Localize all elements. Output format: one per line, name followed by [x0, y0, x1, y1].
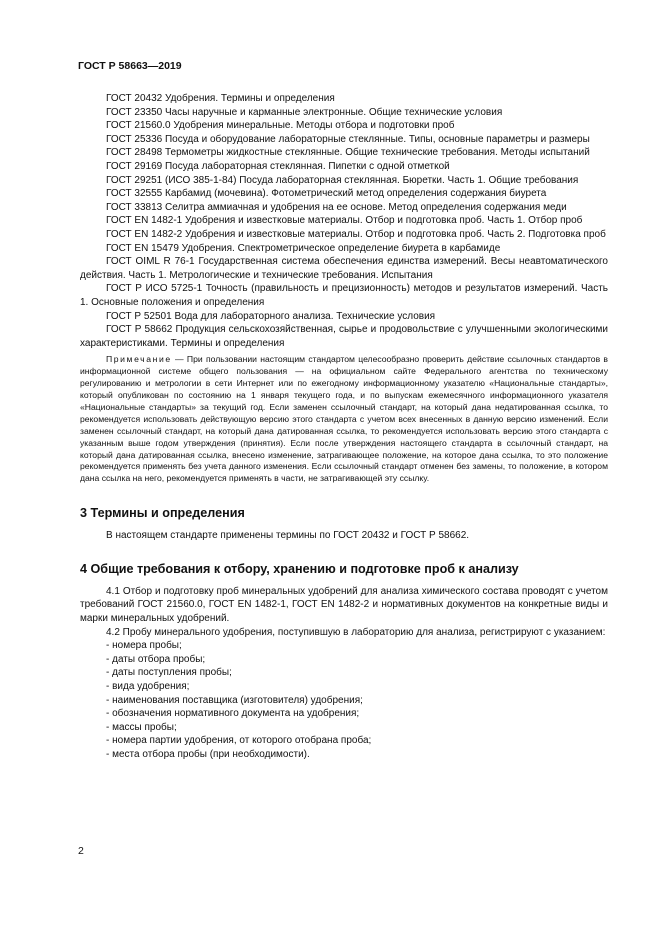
note-label: Примечание — [106, 354, 172, 365]
reference-item: ГОСТ 21560.0 Удобрения минеральные. Методы отбора и подготовки проб — [106, 120, 455, 132]
reference-item: ГОСТ 32555 Карбамид (мочевина). Фотометрический метод определения содержания биурета — [106, 188, 547, 200]
list-item: - вида удобрения; — [106, 681, 190, 692]
reference-item: ГОСТ EN 1482-1 Удобрения и известковые материалы. Отбор и подготовка проб. Часть 1. Отбор проб — [106, 215, 583, 227]
document-header: ГОСТ Р 58663—2019 — [78, 60, 182, 72]
section-4-2-text: 4.2 Пробу минерального удобрения, поступившую в лабораторию для анализа, регистрируют с указанием: — [106, 626, 606, 638]
reference-item: ГОСТ 28498 Термометры жидкостные стеклянные. Общие технические требования. Методы испытаний — [106, 147, 590, 159]
reference-item: ГОСТ 33813 Селитра аммиачная и удобрения на ее основе. Метод определения содержания меди — [106, 201, 567, 213]
list-item: - массы пробы; — [106, 721, 177, 733]
list-item: - наименования поставщика (изготовителя) удобрения; — [106, 694, 363, 706]
reference-item: ГОСТ 25336 Посуда и оборудование лабораторные стеклянные. Типы, основные параметры и размеры — [106, 133, 590, 145]
note-text: — При пользовании настоящим стандартом целесообразно проверить действие ссылочных стандартов в информационной системе общего пользования — на официальном сайте Федерального агентства по техническому регулированию и метрологии в сети Интернет или по ежегодному информационному указателю «Национальные стандарты», который опубликован по состоянию на 1 января текущего года, и по выпускам ежемесячного информационного указателя «Национальные стандарты» за текущий год. Если заменен ссылочный стандарт, на который дана недатированная ссылка, то рекомендуется использовать действующую версию этого стандарта с учетом всех внесенных в данную версию изменений. Если заменен ссылочный стандарт, на который дана датированная ссылка, то рекомендуется использовать версию этого стандарта с указанным выше годом утверждения (принятия). Если после утверждения настоящего стандарта в ссылочный стандарт, на который дана датированная ссылка, внесено изменение, затрагивающее положение, на которое дана ссылка, то это положение рекомендуется применять без учета данного изменения. Если ссылочный стандарт отменен без замены, то положение, в котором дана ссылка на него, рекомендуется применять в части, не затрагивающей эту ссылку. — [80, 354, 608, 484]
reference-item: ГОСТ Р 52501 Вода для лабораторного анализа. Технические условия — [106, 310, 436, 322]
list-item: - даты отбора пробы; — [106, 653, 206, 665]
section-4-title: 4 Общие требования к отбору, хранению и подготовке проб к анализу — [80, 561, 519, 576]
document-body — [80, 92, 608, 762]
registration-fields-list — [80, 639, 608, 761]
list-item: - места отбора пробы (при необходимости). — [106, 748, 310, 760]
section-4-1-text: 4.1 Отбор и подготовку проб минеральных удобрений для анализа химического состава проводят с учетом требований ГОСТ 21560.0, ГОСТ EN 1482-1, ГОСТ EN 1482-2 и нормативных документов на конкретные виды и марки минеральных удобрений. — [80, 585, 608, 625]
page-number: 2 — [78, 845, 84, 857]
reference-item: ГОСТ 29169 Посуда лабораторная стеклянная. Пипетки с одной отметкой — [106, 160, 450, 172]
reference-item: ГОСТ 20432 Удобрения. Термины и определения — [106, 93, 335, 104]
reference-item: ГОСТ EN 1482-2 Удобрения и известковые материалы. Отбор и подготовка проб. Часть 2. Подготовка проб — [106, 228, 606, 240]
list-item: - номера партии удобрения, от которого отобрана проба; — [106, 735, 372, 747]
list-item: - даты поступления пробы; — [106, 667, 232, 679]
section-3-text: В настоящем стандарте применены термины по ГОСТ 20432 и ГОСТ Р 58662. — [106, 530, 470, 542]
list-item: - номера пробы; — [106, 640, 182, 652]
reference-item: ГОСТ 23350 Часы наручные и карманные электронные. Общие технические условия — [106, 106, 503, 118]
references-note — [80, 354, 608, 485]
list-item: - обозначения нормативного документа на удобрения; — [106, 708, 360, 720]
reference-item: ГОСТ OIML R 76-1 Государственная система обеспечения единства измерений. Весы неавтоматического действия. Часть 1. Метрологические и технические требования. Испытания — [80, 256, 608, 281]
reference-item: ГОСТ 29251 (ИСО 385-1-84) Посуда лабораторная стеклянная. Бюретки. Часть 1. Общие требования — [106, 174, 579, 186]
reference-item: ГОСТ EN 15479 Удобрения. Спектрометрическое определение биурета в карбамиде — [106, 242, 501, 254]
references-list — [80, 92, 608, 350]
section-3-title: 3 Термины и определения — [80, 506, 245, 521]
reference-item: ГОСТ Р ИСО 5725-1 Точность (правильность и прецизионность) методов и результатов измерений. Часть 1. Основные положения и определения — [80, 283, 608, 308]
reference-item: ГОСТ Р 58662 Продукция сельскохозяйственная, сырье и продовольствие с улучшенными экологическими характеристиками. Термины и определения — [80, 324, 608, 349]
